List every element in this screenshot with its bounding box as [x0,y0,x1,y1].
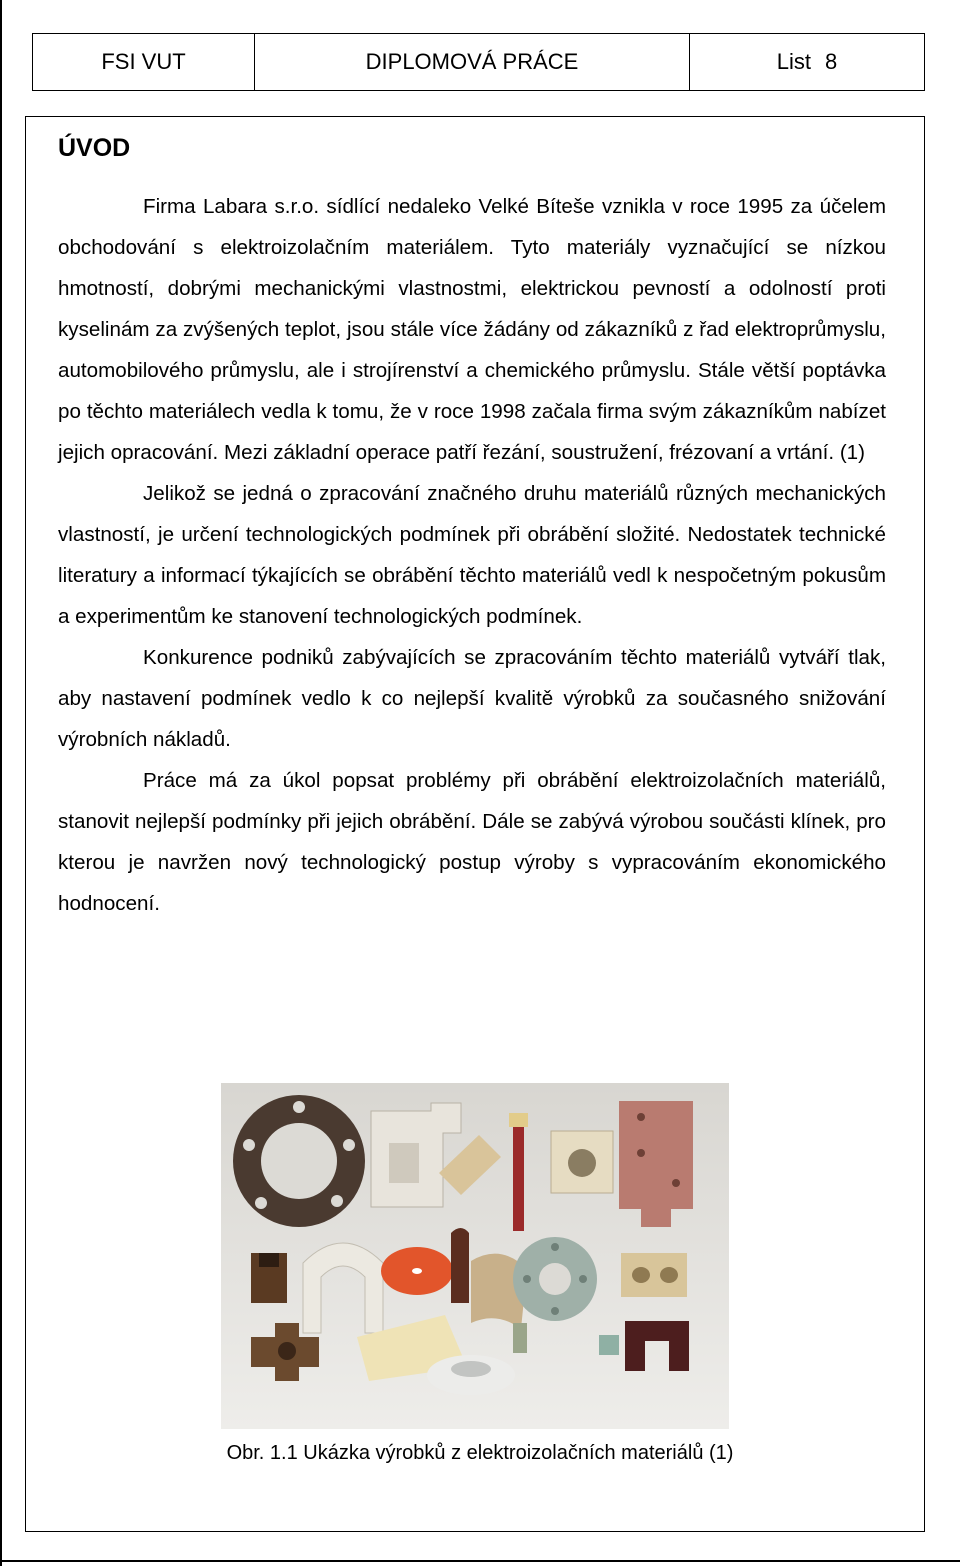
paragraph: Práce má za úkol popsat problémy při obrábění elektroizolačních materiálů, stanovit nejlepší podmínky při jejich obrábění. Dále se zabývá výrobou součásti klínek, pro kterou je navržen nový technologický postup výroby s vypracováním ekonomického hodnocení. [58,769,886,915]
header-sheet [690,34,924,90]
section-title: ÚVOD [58,134,131,162]
page-header [32,33,925,91]
section-body [58,186,886,924]
paragraph: Jelikož se jedná o zpracování značného druhu materiálů různých mechanických vlastností, je určení technologických podmínek při obrábění složité. Nedostatek technické literatury a informací týkajících se obrábění těchto materiálů vedl k nespočetným pokusům a experimentům ke stanovení technologických podmínek. [58,482,886,628]
paragraph: Firma Labara s.r.o. sídlící nedaleko Velké Bíteše vznikla v roce 1995 za účelem obchodování s elektroizolačním materiálem. Tyto materiály vyznačující se nízkou hmotností, dobrými mechanickými vlastnostmi, elektrickou pevností a odolností proti kyselinám za zvýšených teplot, jsou stále více žádány od zákazníků z řad elektroprůmyslu, automobilového průmyslu, ale i strojírenství a chemického průmyslu. Stále větší poptávka po těchto materiálech vedla k tomu, že v roce 1998 začala firma svým zákazníkům nabízet jejich opracování. Mezi základní operace patří řezání, soustružení, frézovaní a vrtání. (1) [58,195,886,464]
header-sheet-label: List [776,49,811,74]
header-institution: FSI VUT [33,34,255,90]
paragraph: Konkurence podniků zabývajících se zpracováním těchto materiálů vytváří tlak, aby nastavení podmínek vedlo k co nejlepší kvalitě výrobků za současného snižování výrobních nákladů. [58,646,886,751]
page-edge-bottom [0,1560,960,1562]
page-edge-left [0,0,2,1566]
header-sheet-number: 8 [825,49,838,74]
product-photo [221,1083,729,1429]
figure-caption: Obr. 1.1 Ukázka výrobků z elektroizolačních materiálů (1) [226,1442,734,1464]
header-thesis-type: DIPLOMOVÁ PRÁCE [255,34,690,90]
